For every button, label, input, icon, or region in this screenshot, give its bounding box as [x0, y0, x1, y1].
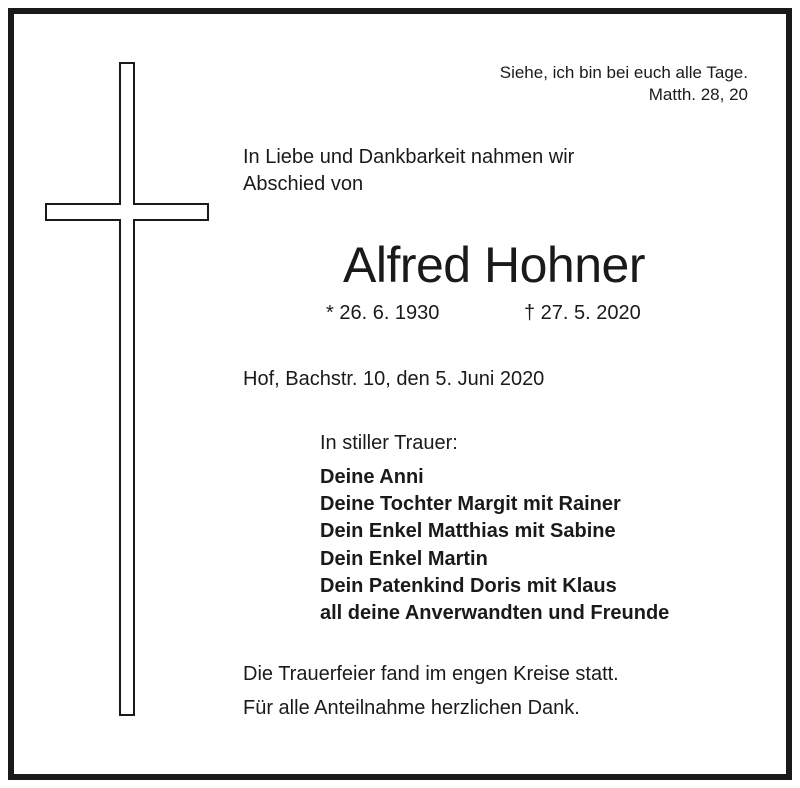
intro-line-1: In Liebe und Dankbarkeit nahmen wir — [243, 146, 575, 168]
mourning-label: In stiller Trauer: — [320, 432, 458, 454]
funeral-note: Die Trauerfeier fand im engen Kreise statt. — [243, 663, 619, 685]
mourner-entry: Dein Patenkind Doris mit Klaus — [320, 574, 617, 597]
mourner-entry: Deine Anni — [320, 466, 424, 488]
cross-icon — [45, 62, 209, 716]
bible-quote: Siehe, ich bin bei euch alle Tage. — [499, 63, 748, 82]
deceased-name: Alfred Hohner — [343, 237, 645, 293]
bible-reference: Matth. 28, 20 — [648, 85, 748, 104]
birth-date: * 26. 6. 1930 — [326, 302, 440, 324]
place-and-date: Hof, Bachstr. 10, den 5. Juni 2020 — [243, 368, 545, 390]
thanks-note: Für alle Anteilnahme herzlichen Dank. — [243, 697, 580, 719]
mourner-entry: all deine Anverwandten und Freunde — [320, 602, 670, 625]
mourner-entry: Dein Enkel Martin — [320, 547, 488, 570]
death-date: † 27. 5. 2020 — [524, 302, 641, 324]
intro-line-2: Abschied von — [243, 173, 364, 195]
mourner-entry: Dein Enkel Matthias mit Sabine — [320, 520, 616, 543]
mourners-list — [320, 464, 669, 627]
mourner-entry: Deine Tochter Margit mit Rainer — [320, 493, 621, 516]
